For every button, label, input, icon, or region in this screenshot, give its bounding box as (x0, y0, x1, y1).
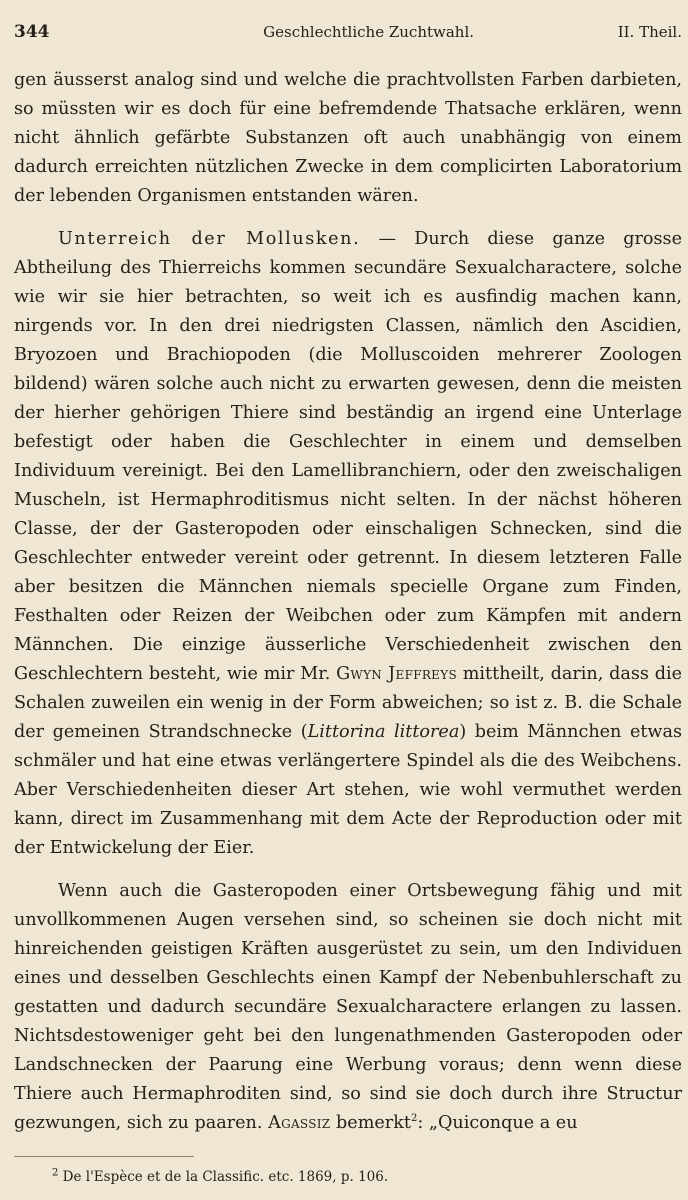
section-heading: Unterreich der Mollusken. (58, 229, 361, 249)
part-label: II. Theil. (617, 23, 682, 41)
footnote-mark: 2 (52, 1167, 59, 1179)
paragraph-3-text-c: : „Quiconque a eu (417, 1113, 578, 1133)
species-name: Littorina littorea (307, 722, 460, 742)
body-text (14, 66, 682, 1138)
running-title: Geschlechtliche Zuchtwahl. (263, 23, 475, 41)
paragraph-3-text-a: Wenn auch die Gasteropoden einer Ortsbewegung fähig und mit unvollkommenen Augen versehen sind, so scheinen sie doch nicht mit hinreichenden geistigen Kräften ausgerüstet zu sein, um den Individuen eines und desselben Geschlechts einen Kampf der Nebenbuhlerschaft zu gestatten und dadurch secundäre Sexualcharactere erlangen zu lassen. Nichtsdestoweniger geht bei den lungenathmenden Gasteropoden oder Landschnecken der Paarung eine Werbung voraus; denn wenn diese Thiere auch Hermaphroditen sind, so sind sie doch durch ihre Structur gezwungen, sich zu paaren. (14, 881, 682, 1133)
footnote-text: De l'Espèce et de la Classific. etc. 1869, p. 106. (62, 1169, 389, 1185)
paragraph-2 (14, 225, 682, 863)
paragraph-3 (14, 877, 682, 1138)
page-header (14, 22, 682, 66)
paragraph-1: gen äusserst analog sind und welche die prachtvollsten Farben darbieten, so müssten wir es doch für eine befremdende Thatsache erklären, wenn nicht ähnlich gefärbte Substanzen oft auch unabhängig von einem dadurch erreichten nützlichen Zwecke in dem complicirten Laboratorium der lebenden Organismen entstanden wären. (14, 70, 682, 206)
author-name-agassiz: Agassiz (268, 1113, 331, 1133)
paragraph-2-text-b: mittheilt, darin, dass die Schalen zuweilen ein wenig in der Form abweichen; so ist z. B. die Schale der gemeinen Strandschnecke ( (14, 664, 682, 742)
paragraph-2-text-c: ) beim Männchen etwas schmäler und hat eine etwas verlängertere Spindel als die des Weibchens. Aber Verschiedenheiten dieser Art stehen, wie wohl vermuthet werden kann, direct im Zusammenhang mit dem Acte der Reproduction oder mit der Entwickelung der Eier. (14, 722, 683, 858)
paragraph-2-text-a: — Durch diese ganze grosse Abtheilung des Thierreichs kommen secundäre Sexualcharactere, solche wie wir sie hier betrachten, so weit ich es ausfindig machen kann, nirgends vor. In den drei niedrigsten Classen, nämlich den Ascidien, Bryozoen und Brachiopoden (die Molluscoiden mehrerer Zoologen bildend) wären solche auch nicht zu erwarten gewesen, denn die meisten der hierher gehörigen Thiere sind beständig an irgend eine Unterlage befestigt oder haben die Geschlechter in einem und demselben Individuum vereinigt. Bei den Lamellibranchiern, oder den zweischaligen Muscheln, ist Hermaphroditismus nicht selten. In der nächst höheren Classe, der der Gasteropoden oder einschaligen Schnecken, sind die Geschlechter entweder vereint oder getrennt. In diesem letzteren Falle aber besitzen die Männchen niemals specielle Organe zum Finden, Festhalten oder Reizen der Weibchen oder zum Kämpfen mit andern Männchen. Die einzige äusserliche Verschiedenheit zwischen den Geschlechtern besteht, wie mir Mr. (14, 229, 682, 684)
footnote (14, 1167, 682, 1187)
footnote-reference: 2 (410, 1113, 418, 1125)
page-number: 344 (14, 22, 50, 42)
footnote-divider (14, 1156, 194, 1157)
author-name-jeffreys: Gwyn Jeffreys (336, 664, 457, 684)
paragraph-3-text-b: bemerkt (330, 1113, 411, 1133)
